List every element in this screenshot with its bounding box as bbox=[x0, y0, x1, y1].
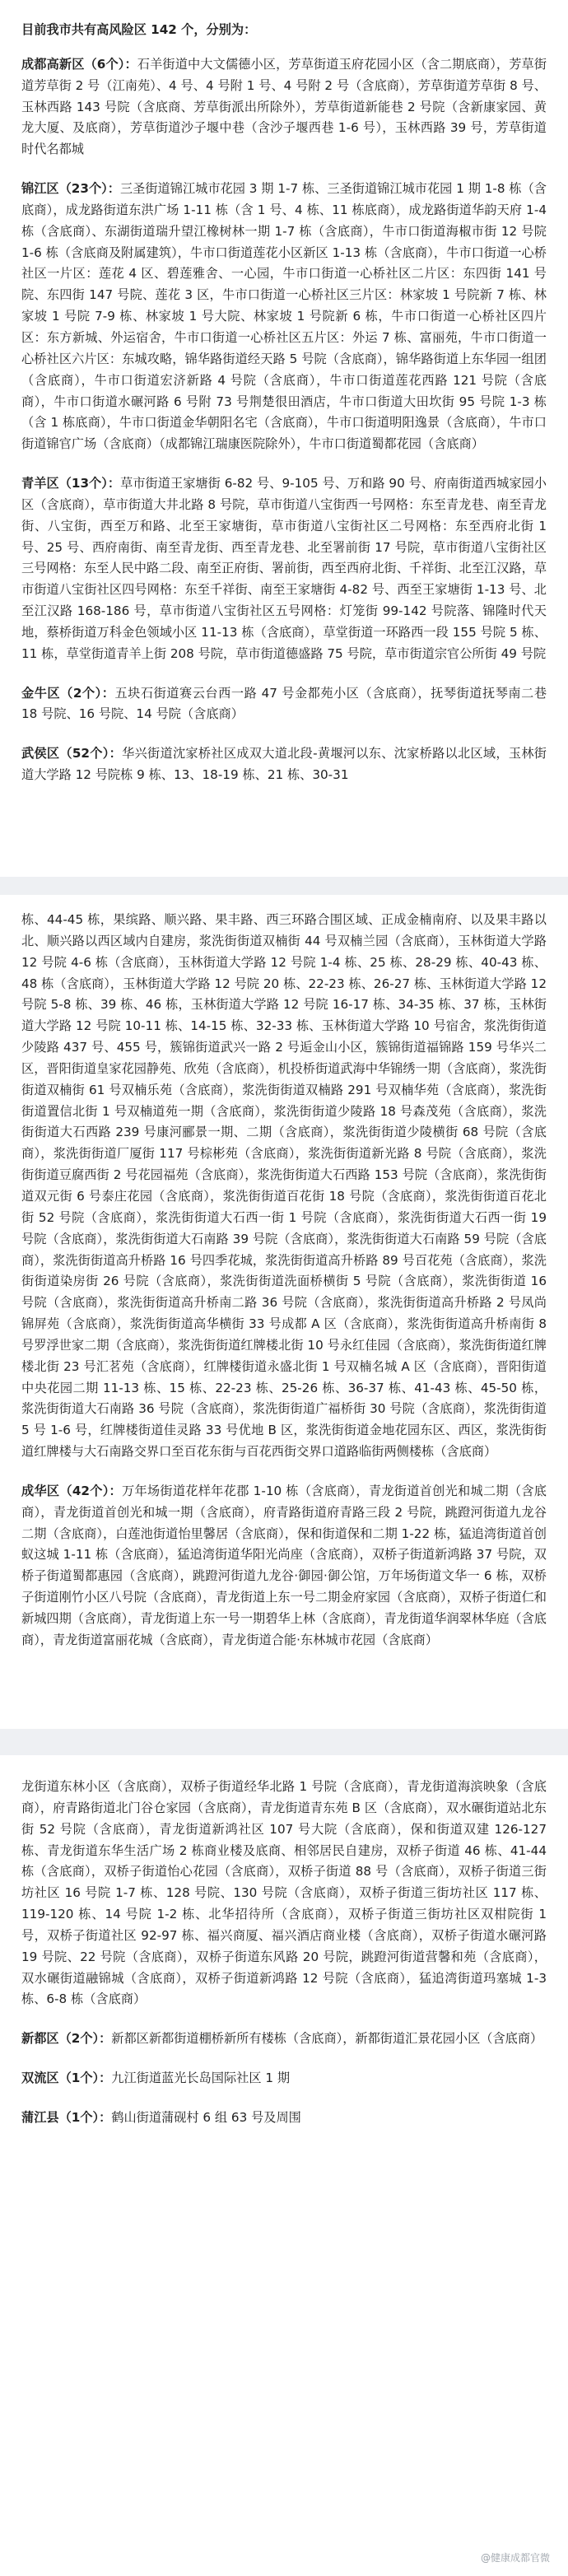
district-paragraph-shuangliu bbox=[21, 2068, 547, 2089]
district-title: 成华区（42个）： bbox=[21, 1483, 123, 1498]
district-paragraph-pujiang bbox=[21, 2108, 547, 2129]
district-text: 新都区新都街道棚桥新所有楼栋（含底商），新都街道汇景花园小区（含底商） bbox=[111, 2031, 543, 2047]
district-text: 草市街道王家塘街 6-82 号、9-105 号、万和路 90 号、府南街道西城家园小区（含底商），草市街道大井北路 8 号院，草市街道八宝街西一号网格：东至青龙巷、南至青龙街、八宝街，西至万和路、北至王家塘街，草市街道八宝街社区二号网格：东至西府北街 1 号、25 号、西府南街、南至青龙街、西至青龙巷、北至署前街 17 号院，草市街道八宝街社区三号网格：东至人民中路二段、南至正府街、署前街，西至西府北街、千祥街、北至江汉路，草市街道八宝街社区四号网格：东至千祥街、南至王家塘街 4-82 号、西至王家塘街 1-13 号、北至江汉路 168-186 号，草市街道八宝街社区五号网格：灯笼街 99-142 号院落、锦隆时代天地，蔡桥街道万科金色领域小区 11-13 栋（含底商），草堂街道一环路西一段 155 号院 5 栋、11 栋，草堂街道青羊上街 208 号院，草市街道德盛路 75 号院，草市街道宗官公所街 49 号院 bbox=[21, 476, 547, 661]
district-text: 万年场街道花样年花郡 1-10 栋（含底商），青龙街道首创光和城二期（含底商），青龙街道首创光和城一期（含底商），府青路街道府青路三段 2 号院，跳蹬河街道九龙谷二期（含底商），白莲池街道怡里馨居（含底商），保和街道保和二期 1-22 栋，猛追湾街道首创蚁这城 1-11 栋（含底商），猛追湾街道华阳光尚座（含底商），双桥子街道新鸿路 37 号院，双桥子街道蜀都惠园（含底商），跳蹬河街道九龙谷·御园·御公馆，万年场街道文华一 6 栋，双桥子街道刚竹小区八号院（含底商），青龙街道上东一号二期金府家园（含底商），双桥子街道仁和新城四期（含底商），青龙街道上东一号一期碧华上林（含底商），青龙街道华润翠林华庭（含底商），青龙街道富丽花城（含底商），青龙街道合能·东林城市花园（含底商） bbox=[21, 1483, 547, 1647]
source-watermark: @健康成都官微 bbox=[480, 2552, 550, 2564]
district-title: 青羊区（13个）： bbox=[21, 476, 121, 491]
district-paragraph-wuhou bbox=[21, 743, 547, 786]
district-title: 蒲江县（1个）： bbox=[21, 2109, 112, 2125]
intro-heading: 目前我市共有高风险区 142 个，分别为： bbox=[21, 22, 257, 37]
district-paragraph-wuhou-continued bbox=[21, 910, 547, 1463]
district-paragraph-xindu bbox=[21, 2029, 547, 2050]
district-title: 武侯区（52个）： bbox=[21, 746, 123, 762]
district-title: 锦江区（23个）： bbox=[21, 181, 120, 197]
district-text: 石羊街道中大文儒德小区，芳草街道玉府花园小区（含二期底商），芳草街道芳草街 2 号（江南苑）、4 号、4 号附 1 号、4 号附 2 号（含底商），芳草街道芳草街 8 号、玉林西路 143 号院（含底商、芳草街派出所除外），芳草街道新能巷 2 号院（含新康家园、黄龙大厦、及底商），芳草街道沙子堰中巷（含沙子堰西巷 1-6 号），玉林西路 39 号，芳草街道时代名都城 bbox=[21, 56, 547, 157]
document-page-1 bbox=[0, 0, 568, 877]
district-paragraph-jinjiang bbox=[21, 179, 547, 455]
district-text: 栋、44-45 栋，果缤路、顺兴路、果丰路、西三环路合围区域、正成金楠南府、以及果丰路以北、顺兴路以西区域内自建房，浆洗街街道双楠街 44 号双楠兰园（含底商），玉林街道大学路 12 号院 4-6 栋（含底商），玉林街道大学路 12 号院 1-4 栋、25 栋、28-29 栋、40-43 栋、48 栋（含底商），玉林街道大学路 12 号院 20 栋、22-23 栋、26-27 栋、玉林街道大学路 12 号院 5-8 栋、39 栋、46 栋，玉林街道大学路 12 号院 16-17 栋、34-35 栋、37 栋，玉林街道大学路 12 号院 10-11 栋、14-15 栋、32-33 栋、玉林街道大学路 10 号宿舍，浆洗街街道少陵路 437 号、455 号，簇锦街道武兴一路 2 号逅金山小区，簇锦街道福锦路 159 号华兴二区，晋阳街道皇家花园静苑、欣苑（含底商），机投桥街道武海中华锦绣一期（含底商），浆洗街街道双楠街 61 号双楠乐苑（含底商），浆洗街街道双楠路 291 号双楠华苑（含底商），浆洗街街道置信北街 1 号双楠道苑一期（含底商），浆洗街街道少陵路 18 号森茂苑（含底商），浆洗街街道大石西路 239 号康河郦景一期、二期（含底商），浆洗街街道少陵横街 68 号院（含底商），浆洗街街道厂厦街 117 号棕彬苑（含底商），浆洗街街道新光路 8 号院（含底商），浆洗街街道豆腐西街 2 号花园福苑（含底商），浆洗街街道大石西路 153 号院（含底商），浆洗街街道双元街 6 号泰庄花园（含底商），浆洗街街道百花街 18 号院（含底商），浆洗街街道百花北街 52 号院（含底商），浆洗街街道大石西一街 1 号院（含底商），浆洗街街道大石西一街 19 号院（含底商），浆洗街街道大石南路 39 号院（含底商），浆洗街街道大石南路 59 号院（含底商），浆洗街街道高升桥路 16 号四季花城，浆洗街街道高升桥路 89 号百花苑（含底商），浆洗街街道染房街 26 号院（含底商），浆洗街街道洗面桥横街 5 号院（含底商），浆洗街街道 16 号院（含底商），浆洗街街道高升桥南二路 36 号院（含底商），浆洗街街道高升桥路 2 号凤尚锦屏苑（含底商），浆洗街街道高华横街 33 号成都 A 区（含底商），浆洗街街道高升桥南街 8 号罗浮世家二期（含底商），浆洗街街道红牌楼北街 10 号永红佳园（含底商），浆洗街街道红牌楼北街 23 号汇茗苑（含底商），红牌楼街道永盛北街 1 号双楠名城 A 区（含底商），晋阳街道中央花园二期 11-13 栋、15 栋、22-23 栋、25-26 栋、36-37 栋、41-43 栋、45-50 栋，浆洗街街道大石南路 36 号院（含底商），浆洗街街道广福桥街 30 号院（含底商），浆洗街街道 5 号 1-6 号，红牌楼街道佳灵路 33 号优地 B 区，浆洗街街道金地花园东区、西区，浆洗街街道红牌楼与大石南路交界口至百花东街与百花西街交界口道路临街两侧楼栋（含底商） bbox=[21, 912, 547, 1460]
district-title: 成都高新区（6个）： bbox=[21, 56, 137, 72]
district-paragraph-gaoxin bbox=[21, 54, 547, 161]
document-page-3 bbox=[0, 1755, 568, 2576]
district-text: 五块石街道赛云台西一路 47 号金都苑小区（含底商），抚琴街道抚琴南二巷 18 号院、16 号院、14 号院（含底商） bbox=[21, 685, 547, 722]
district-text: 九江街道蓝光长岛国际社区 1 期 bbox=[111, 2071, 291, 2086]
district-text: 三圣街道锦江城市花园 3 期 1-7 栋、三圣街道锦江城市花园 1 期 1-8 栋（含底商），成龙路街道东洪广场 1-11 栋（含 1 号、4 栋、11 栋底商），成龙路街道华韵天府 1-4 栋（含底商）、东湖街道瑞升望江橡树林一期 1-7 栋（含底商），牛市口街道海椒市街 12 号院 1-6 栋（含底商及附属建筑），牛市口街道莲花小区新区 1-13 栋（含底商），牛市口街道一心桥社区一片区：莲花 4 区、碧莲雅舍、一心园，牛市口街道一心桥社区二片区：东四街 141 号院、东四街 147 号院、莲花 3 区，牛市口街道一心桥社区三片区：林家坡 1 号院新 7 栋、林家坡 1 号院 7-9 栋、林家坡 1 号大院、林家坡 1 号院新 6 栋，牛市口街道一心桥社区四片区：东方新城、外运宿舍，牛市口街道一心桥社区五片区：外运 7 栋、富丽苑，牛市口街道一心桥社区六片区：东城攻略，锦华路街道经天路 5 号院（含底商），锦华路街道上东华园一组团（含底商），牛市口街道宏济新路 4 号院（含底商），牛市口街道莲花西路 121 号院（含底商），牛市口街道水碾河路 6 号附 73 号荆楚很田酒店，牛市口街道大田坎街 95 号院 1-3 栋（含 1 栋底商），牛市口街道金华朝阳名宅（含底商），牛市口街道明阳逸景（含底商），牛市口街道锦官广场（含底商）（成都锦江瑞康医院除外），牛市口街道蜀都花园（含底商） bbox=[21, 181, 547, 452]
district-text: 华兴街道沈家桥社区成双大道北段-黄堰河以东、沈家桥路以北区域，玉林街道大学路 12 号院栋 9 栋、13、18-19 栋、21 栋、30-31 bbox=[21, 746, 547, 783]
district-paragraph-chenghua bbox=[21, 1481, 547, 1651]
district-paragraph-qingyang bbox=[21, 473, 547, 665]
district-title: 新都区（2个）： bbox=[21, 2031, 112, 2047]
district-text: 龙街道东林小区（含底商），双桥子街道经华北路 1 号院（含底商），青龙街道海滨映象（含底商），府青路街道北门谷仓家园（含底商），青龙街道青东苑 B 区（含底商），双水碾街道站北东街 52 号院（含底商），青龙街道新鸿社区 107 号大院（含底商），保和街道双建 126-127 栋、青龙街道东华生活广场 2 栋商业楼及底商、相邻居民自建房，双桥子街道 46 栋、41-44 栋（含底商），双桥子街道怡心花园（含底商），双桥子街道 88 号（含底商），双桥子街道三街坊社区 16 号院 1-7 栋、128 号院、130 号院（含底商），双桥子街道三街坊社区 117 栋、119-120 栋、14 号院 1-2 栋、北华招待所（含底商），双桥子街道三街坊社区双柑院街 1 号，双桥子街道社区 92-97 栋、福兴商厦、福兴酒店商业楼（含底商），双桥子街道水碾河路 19 号院、22 号院（含底商），双桥子街道东风路 20 号院，跳蹬河街道营馨和苑（含底商），双水碾街道融锦城（含底商），双桥子街道新鸿路 12 号院（含底商），猛追湾街道玛塞城 1-3 栋、6-8 栋（含底商） bbox=[21, 1779, 547, 2007]
district-title: 双流区（1个）： bbox=[21, 2071, 112, 2086]
district-text: 鹤山街道蒲砚村 6 组 63 号及周围 bbox=[111, 2109, 301, 2125]
district-paragraph-chenghua-continued bbox=[21, 1777, 547, 2010]
district-title: 金牛区（2个）： bbox=[21, 685, 115, 701]
document-page-2 bbox=[0, 895, 568, 1729]
district-paragraph-jinniu bbox=[21, 683, 547, 726]
